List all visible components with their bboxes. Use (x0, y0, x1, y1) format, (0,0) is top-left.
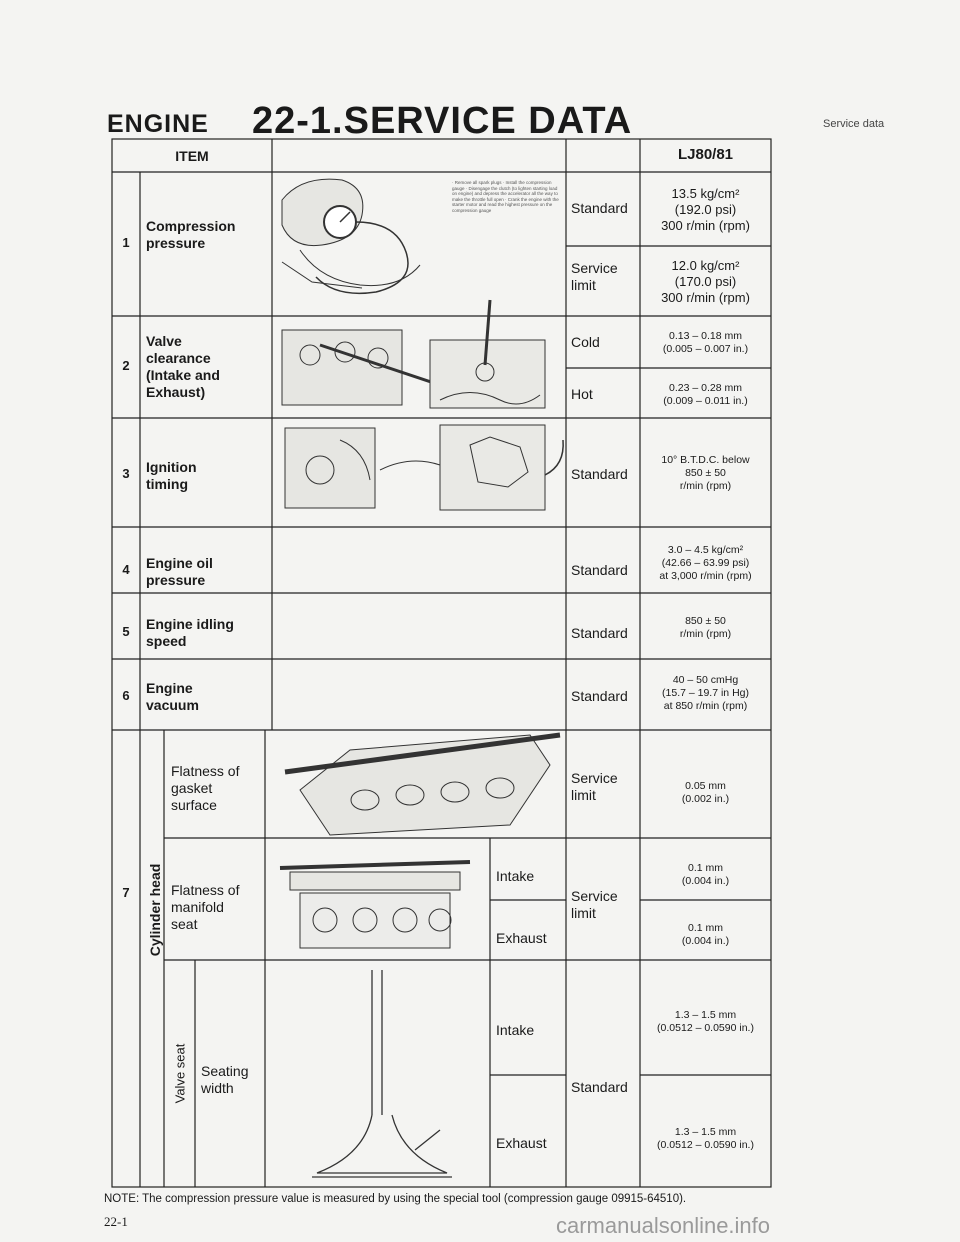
condition-label: Standard (571, 688, 628, 704)
spec-value: 0.23 – 0.28 mm (0.009 – 0.011 in.) (663, 382, 748, 407)
sub-label-exhaust: Exhaust (496, 930, 547, 946)
manifold-seat-illustration (280, 862, 470, 948)
spec-value: 1.3 – 1.5 mm (0.0512 – 0.0590 in.) (657, 1009, 754, 1034)
column-header-item: ITEM (175, 148, 209, 164)
row-number: 1 (122, 235, 130, 250)
row-number: 7 (122, 885, 130, 900)
spec-value: 0.13 – 0.18 mm (0.005 – 0.007 in.) (662, 330, 749, 355)
spec-value: 12.0 kg/cm² (170.0 psi) 300 r/min (rpm) (661, 258, 750, 305)
spec-value: 40 – 50 cmHg (15.7 – 19.7 in Hg) at 850 r/min (rpm) (662, 674, 749, 712)
condition-label: Standard (571, 562, 628, 578)
condition-label: Hot (571, 386, 593, 402)
group-label-valve-seat: Valve seat (172, 1043, 188, 1104)
row-number: 4 (122, 562, 130, 577)
item-name: Engine vacuum (146, 680, 199, 713)
item-name: Flatness of gasket surface (171, 763, 240, 813)
spec-value: 0.05 mm (0.002 in.) (681, 780, 730, 805)
page-number: 22-1 (104, 1214, 128, 1229)
item-name: Ignition timing (146, 459, 197, 492)
spec-value: 0.1 mm (0.004 in.) (681, 922, 730, 947)
gasket-surface-illustration (285, 735, 560, 835)
row-number: 5 (122, 624, 130, 639)
condition-label: Service limit (571, 770, 618, 803)
condition-label: Standard (571, 625, 628, 641)
item-name: Flatness of manifold seat (171, 882, 240, 932)
sub-label-exhaust: Exhaust (496, 1135, 547, 1151)
spec-value: 850 ± 50 r/min (rpm) (679, 615, 732, 640)
spec-value: 13.5 kg/cm² (192.0 psi) 300 r/min (rpm) (661, 186, 750, 233)
condition-label: Standard (571, 200, 628, 216)
section-label: ENGINE (107, 110, 209, 138)
condition-label: Service limit (571, 260, 618, 293)
spec-value: 10° B.T.D.C. below 850 ± 50 r/min (rpm) (661, 454, 750, 492)
spec-value: 3.0 – 4.5 kg/cm² (42.66 – 63.99 psi) at 3,000 r/min (rpm) (659, 544, 752, 582)
item-name: Engine idling speed (146, 616, 234, 649)
watermark: carmanualsonline.info (556, 1213, 771, 1238)
ignition-timing-illustration (285, 425, 563, 510)
sub-label-intake: Intake (496, 868, 535, 884)
column-header-model: LJ80/81 (677, 146, 734, 163)
item-name: Valve clearance (Intake and Exhaust) (146, 333, 220, 400)
row-number: 3 (122, 466, 130, 481)
instructions-text: · Remove all spark plugs · Install the compression gauge · Disengage the clutch (to lighten starting load on engine) and depress the accelerator all the way to make the throttle full open · Crank the engine with the starter motor and read the highest pressure on the compression gauge (452, 180, 559, 213)
valve-illustration (312, 970, 452, 1177)
spec-value: 0.1 mm (0.004 in.) (681, 862, 730, 887)
compression-gauge-illustration (282, 179, 420, 293)
footnote: NOTE: The compression pressure value is measured by using the special tool (compression gauge 09915-64510). (104, 1193, 687, 1205)
item-name: Seating width (201, 1063, 249, 1096)
item-name: Compression pressure (146, 218, 236, 251)
item-name: Engine oil pressure (146, 555, 213, 588)
condition-label: Standard (571, 466, 628, 482)
page-subtitle: Service data (823, 118, 885, 130)
group-label-cylinder-head: Cylinder head (147, 863, 163, 957)
page-title: 22-1.SERVICE DATA (252, 100, 633, 142)
spec-value: 1.3 – 1.5 mm (0.0512 – 0.0590 in.) (657, 1126, 754, 1151)
condition-label: Service limit (571, 888, 618, 921)
condition-label: Cold (571, 334, 600, 350)
condition-label: Standard (571, 1079, 628, 1095)
row-number: 6 (122, 688, 130, 703)
row-number: 2 (122, 358, 130, 373)
sub-label-intake: Intake (496, 1022, 535, 1038)
